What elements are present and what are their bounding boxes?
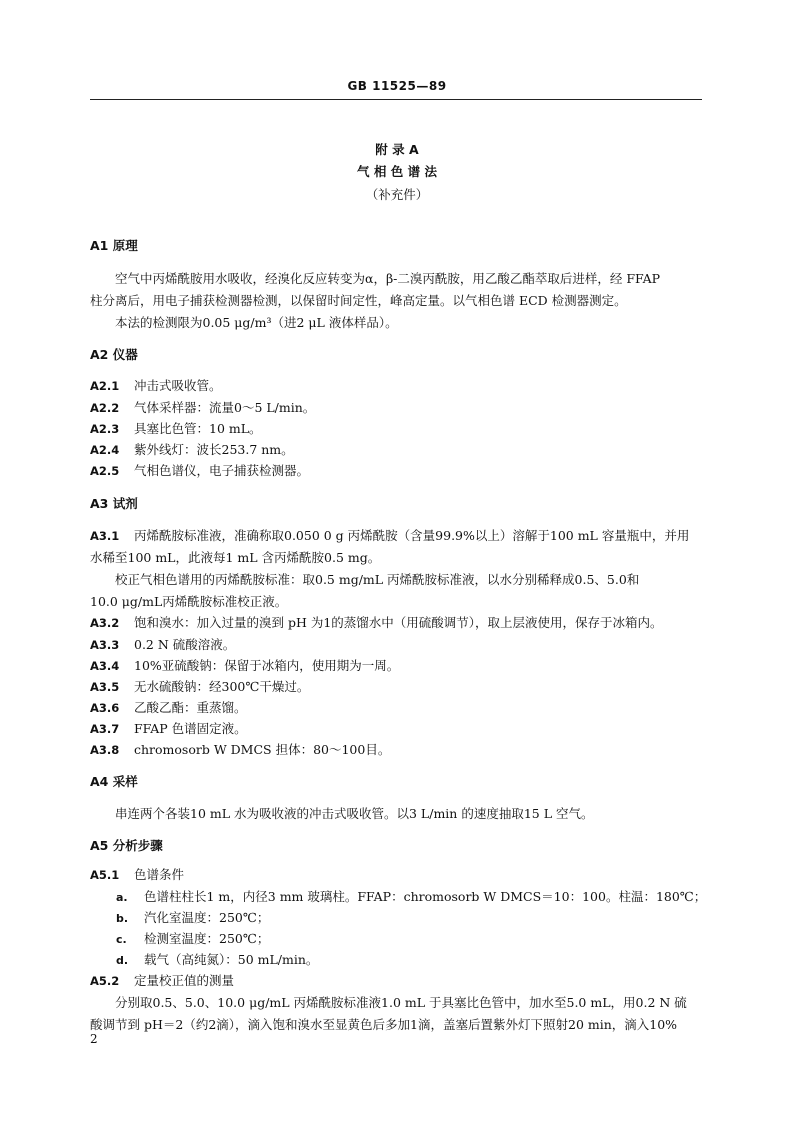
item-text: 气相色谱仪，电子捕获检测器。 bbox=[134, 463, 310, 478]
item-number: A3.4 bbox=[90, 659, 120, 673]
sub-item-label: b. bbox=[116, 912, 129, 925]
a3-1-paragraph-line: 10.0 μg/mL丙烯酰胺标准校正液。 bbox=[90, 594, 288, 609]
list-item bbox=[90, 441, 294, 459]
item-text: 丙烯酰胺标准液，准确称取0.050 0 g 丙烯酰胺（含量99.9%以上）溶解于100 mL 容量瓶中，并用 bbox=[134, 528, 690, 543]
a5-1-title bbox=[90, 866, 184, 884]
list-item bbox=[90, 678, 309, 696]
list-item bbox=[90, 399, 315, 417]
sub-item-text: 色谱柱柱长1 m，内径3 mm 玻璃柱。FFAP：chromosorb W DMCS＝10：100。柱温：180℃； bbox=[144, 889, 707, 904]
page-number: 2 bbox=[90, 1032, 98, 1046]
sub-list-item bbox=[90, 930, 269, 949]
section-a4-heading: A4 采样 bbox=[90, 774, 138, 789]
list-item bbox=[90, 720, 247, 738]
item-number: A2.2 bbox=[90, 401, 120, 415]
list-item bbox=[90, 741, 390, 759]
sub-item-text: 载气（高纯氮）：50 mL/min。 bbox=[144, 952, 319, 967]
a3-1-line bbox=[90, 527, 689, 545]
a3-1-line: 水稀至100 mL，此液每1 mL 含丙烯酰胺0.5 mg。 bbox=[90, 550, 381, 565]
a5-2-paragraph-line: 分别取0.5、5.0、10.0 μg/mL 丙烯酰胺标准液1.0 mL 于具塞比色管中，加水至5.0 mL，用0.2 N 硫 bbox=[115, 995, 687, 1010]
item-number: A3.7 bbox=[90, 722, 120, 736]
header-rule bbox=[90, 99, 702, 100]
a4-paragraph: 串连两个各装10 mL 水为吸收液的冲击式吸收管。以3 L/min 的速度抽取15 L 空气。 bbox=[115, 806, 594, 821]
sub-item-label: d. bbox=[116, 954, 129, 967]
section-a5-heading: A5 分析步骤 bbox=[90, 838, 163, 853]
a5-2-paragraph-line: 酸调节到 pH＝2（约2滴），滴入饱和溴水至显黄色后多加1滴，盖塞后置紫外灯下照射20 min，滴入10% bbox=[90, 1017, 678, 1032]
list-item bbox=[90, 699, 247, 717]
method-title: 气 相 色 谱 法 bbox=[357, 164, 437, 179]
a3-1-paragraph-line: 校正气相色谱用的丙烯酰胺标准：取0.5 mg/mL 丙烯酰胺标准液，以水分别稀释成0.5、5.0和 bbox=[115, 572, 640, 587]
item-text: FFAP 色谱固定液。 bbox=[134, 721, 247, 736]
sub-item-label: c. bbox=[116, 933, 127, 946]
item-text: 具塞比色管：10 mL。 bbox=[134, 421, 262, 436]
a1-detection-limit: 本法的检测限为0.05 μg/m³（进2 μL 液体样品）。 bbox=[115, 315, 398, 330]
sub-item-label: a. bbox=[116, 891, 128, 904]
item-number: A5.1 bbox=[90, 868, 120, 882]
item-text: 气体采样器：流量0～5 L/min。 bbox=[134, 400, 316, 415]
item-text: 色谱条件 bbox=[134, 867, 185, 882]
item-number: A3.6 bbox=[90, 701, 120, 715]
item-text: 饱和溴水：加入过量的溴到 pH 为1的蒸馏水中（用硫酸调节），取上层液使用，保存于冰箱内。 bbox=[134, 615, 663, 630]
list-item bbox=[90, 614, 663, 632]
appendix-title: 附 录 A bbox=[375, 142, 419, 157]
item-number: A2.5 bbox=[90, 464, 120, 478]
item-text: 无水硫酸钠：经300℃干燥过。 bbox=[134, 679, 310, 694]
sub-item-text: 汽化室温度：250℃； bbox=[144, 910, 270, 925]
item-number: A3.2 bbox=[90, 616, 120, 630]
item-number: A3.5 bbox=[90, 680, 120, 694]
supplement-note: （补充件） bbox=[365, 187, 429, 202]
list-item bbox=[90, 636, 235, 654]
sub-list-item bbox=[90, 951, 318, 970]
a1-paragraph-line: 空气中丙烯酰胺用水吸收，经溴化反应转变为α，β-二溴丙酰胺，用乙酸乙酯萃取后进样，经 FFAP bbox=[115, 271, 661, 286]
a1-paragraph-line: 柱分离后，用电子捕获检测器检测，以保留时间定性，峰高定量。以气相色谱 ECD 检测器测定。 bbox=[90, 293, 627, 308]
item-text: chromosorb W DMCS 担体：80～100目。 bbox=[134, 742, 391, 757]
section-a3-heading: A3 试剂 bbox=[90, 496, 138, 511]
section-a1-heading: A1 原理 bbox=[90, 238, 138, 253]
item-text: 定量校正值的测量 bbox=[134, 973, 235, 988]
item-number: A2.3 bbox=[90, 422, 120, 436]
item-number: A2.4 bbox=[90, 443, 120, 457]
item-text: 冲击式吸收管。 bbox=[134, 378, 222, 393]
item-text: 乙酸乙酯：重蒸馏。 bbox=[134, 700, 247, 715]
item-text: 0.2 N 硫酸溶液。 bbox=[134, 637, 236, 652]
item-number: A2.1 bbox=[90, 379, 120, 393]
item-number: A3.8 bbox=[90, 743, 120, 757]
item-number: A3.1 bbox=[90, 529, 120, 543]
sub-item-text: 检测室温度：250℃； bbox=[144, 931, 270, 946]
list-item bbox=[90, 462, 309, 480]
section-a2-heading: A2 仪器 bbox=[90, 347, 138, 362]
standard-code: GB 11525—89 bbox=[347, 79, 447, 93]
sub-list-item bbox=[90, 888, 706, 907]
item-number: A5.2 bbox=[90, 974, 120, 988]
list-item bbox=[90, 420, 262, 438]
item-number: A3.3 bbox=[90, 638, 120, 652]
list-item bbox=[90, 657, 399, 675]
sub-list-item bbox=[90, 909, 269, 928]
list-item bbox=[90, 377, 222, 395]
item-text: 10%亚硫酸钠：保留于冰箱内，使用期为一周。 bbox=[134, 658, 400, 673]
item-text: 紫外线灯：波长253.7 nm。 bbox=[134, 442, 294, 457]
a5-2-title bbox=[90, 972, 234, 990]
